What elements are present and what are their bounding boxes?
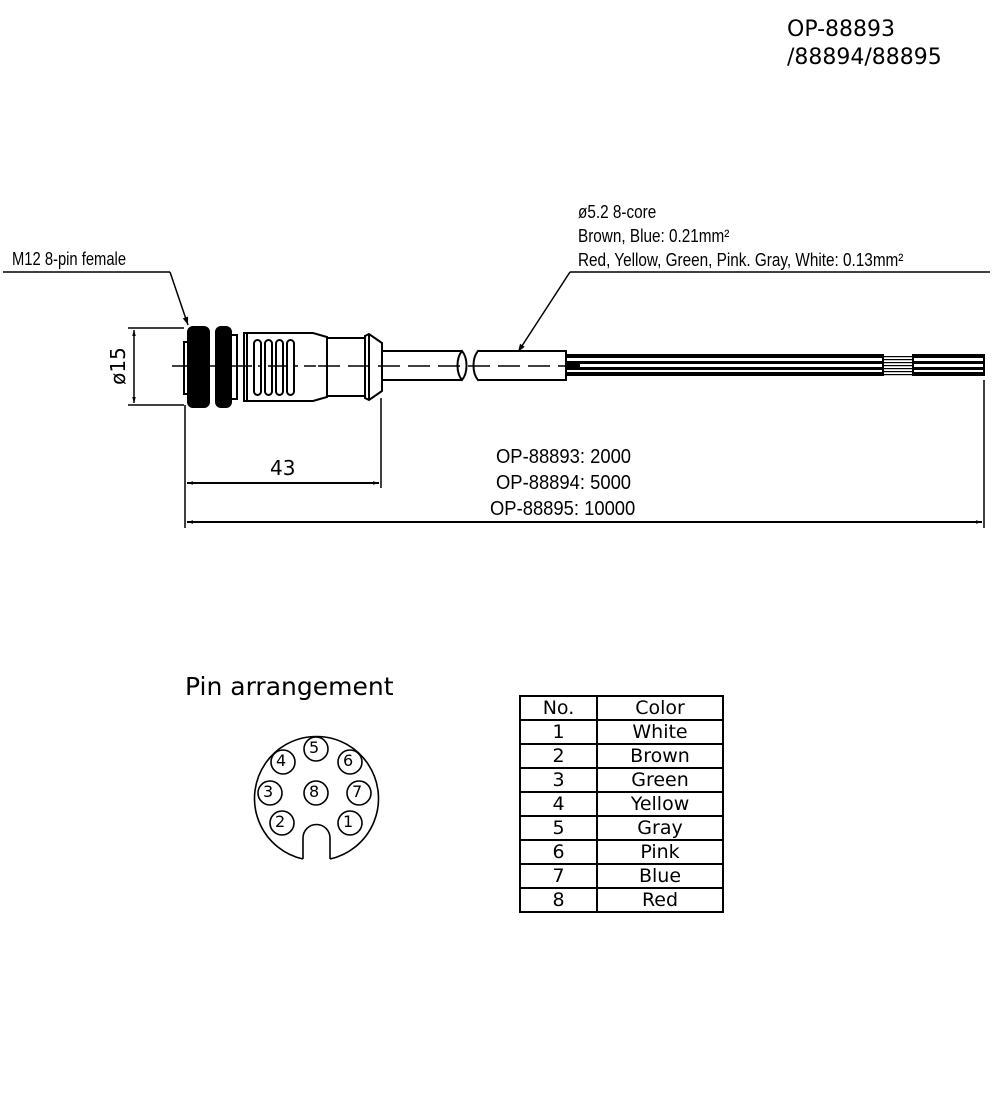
table-row	[520, 864, 723, 888]
connector-body	[184, 327, 382, 407]
pin-arrangement-title: Pin arrangement	[185, 672, 394, 701]
part-number-line1: OP-88893	[787, 17, 896, 42]
table-header-row	[520, 696, 723, 720]
pin-no: 2	[520, 744, 597, 768]
connector-length-label: 43	[270, 456, 296, 480]
part-number-line2: /88894/88895	[787, 45, 942, 70]
wire-color: Green	[597, 768, 723, 792]
pin-label-4: 4	[276, 751, 287, 770]
pin-no: 6	[520, 840, 597, 864]
pin-no: 3	[520, 768, 597, 792]
header-no: No.	[520, 696, 597, 720]
pin-no: 4	[520, 792, 597, 816]
table-row	[520, 840, 723, 864]
pin-no: 1	[520, 720, 597, 744]
table-row	[520, 792, 723, 816]
wire-color: Brown	[597, 744, 723, 768]
pin-label-7: 7	[352, 782, 363, 801]
pin-no: 5	[520, 816, 597, 840]
wire-color: Yellow	[597, 792, 723, 816]
pin-label-5: 5	[309, 738, 320, 757]
length-label-88894: OP-88894: 5000	[496, 472, 632, 494]
wire-color: Gray	[597, 816, 723, 840]
table-row	[520, 888, 723, 912]
table-row	[520, 744, 723, 768]
length-label-88893: OP-88893: 2000	[496, 446, 632, 468]
wire-color: Red	[597, 888, 723, 912]
pin-label-3: 3	[263, 782, 274, 801]
table-row	[520, 720, 723, 744]
cable-callout-line2: Brown, Blue: 0.21mm²	[578, 226, 730, 246]
length-label-88895: OP-88895: 10000	[490, 498, 636, 520]
diameter-label: ø15	[106, 347, 130, 385]
pin-no: 7	[520, 864, 597, 888]
cable-leader	[518, 272, 990, 352]
pin-label-1: 1	[343, 812, 354, 831]
pin-label-2: 2	[275, 812, 286, 831]
connector-leader	[3, 272, 188, 325]
wire-color-table	[519, 695, 724, 913]
table-row	[520, 768, 723, 792]
wire-color: Blue	[597, 864, 723, 888]
pin-no: 8	[520, 888, 597, 912]
wire-color: White	[597, 720, 723, 744]
cable-callout-line3: Red, Yellow, Green, Pink. Gray, White: 0.13mm²	[578, 250, 904, 270]
wire-color: Pink	[597, 840, 723, 864]
header-color: Color	[597, 696, 723, 720]
pin-label-6: 6	[343, 751, 354, 770]
connector-callout: M12 8-pin female	[12, 249, 127, 269]
cable-callout-line1: ø5.2 8-core	[578, 202, 657, 222]
table-row	[520, 816, 723, 840]
wire-bundle	[566, 354, 985, 376]
pin-label-8: 8	[309, 782, 320, 801]
